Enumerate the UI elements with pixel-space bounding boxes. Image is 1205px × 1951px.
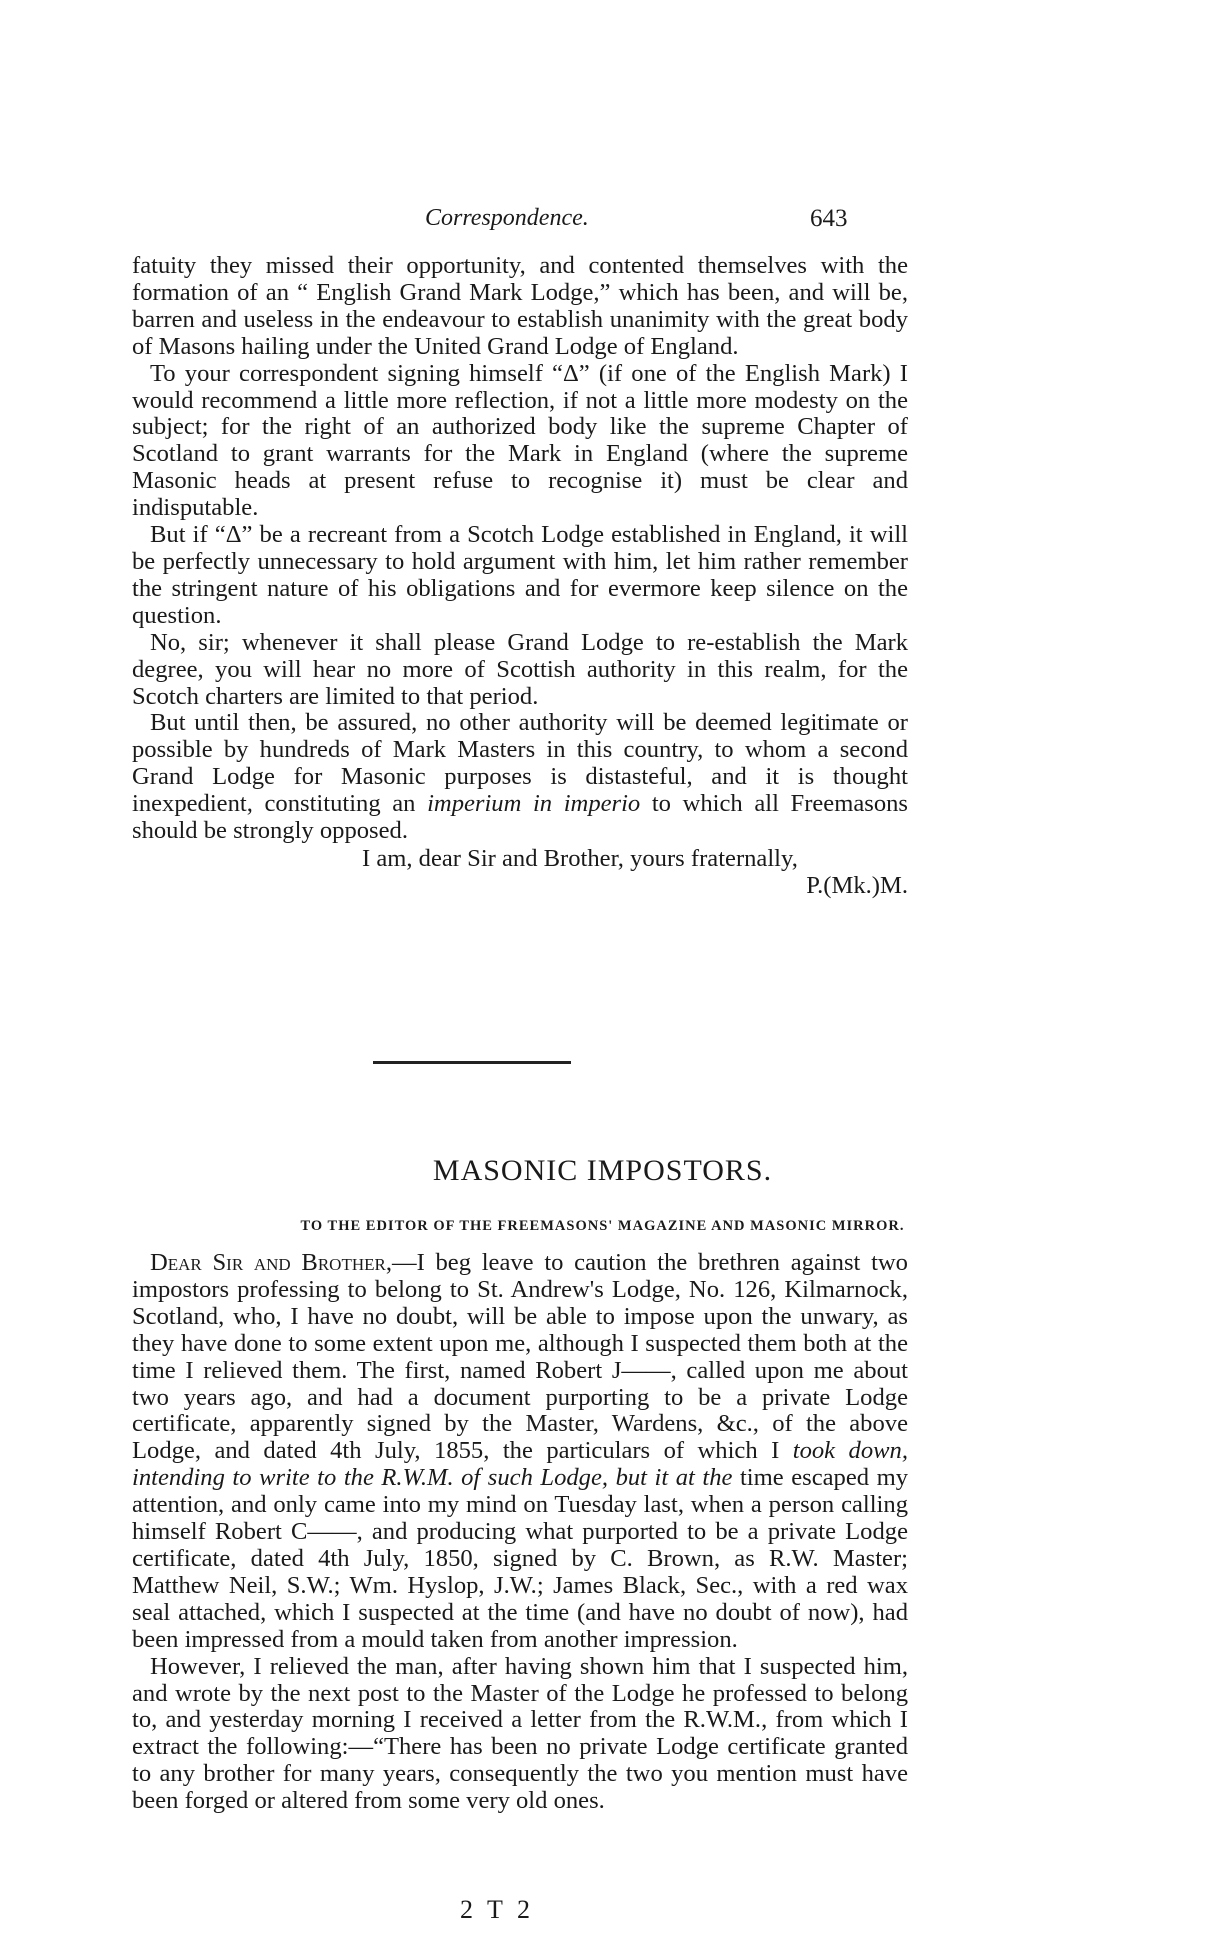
paragraph-text: time escaped my attention, and only came into my mind on Tuesday last, when a person calling himself Robert C——, and producing what purported to be a private Lodge certificate, dated 4th July, 1850, signed by C. Brown, as R.W. Master; Matthew Neil, S.W.; Wm. Hyslop, J.W.; James Black, Sec., with a red wax seal attached, which I suspected at the time (and have no doubt of now), had been impressed from a mould taken from another impression. <box>132 1464 908 1653</box>
article-paragraph <box>132 1250 908 1654</box>
letter-paragraph: No, sir; whenever it shall please Grand Lodge to re-establish the Mark degree, you will hear no more of Scottish authority in this realm, for the Scotch charters are limited to that period. <box>132 628 908 710</box>
italic-text: took down, intending to write to the R.W.M. of such Lodge, but it at the <box>132 1437 908 1492</box>
article-body <box>132 1250 908 1815</box>
page-number: 643 <box>810 205 848 232</box>
salutation: Dear Sir and Brother, <box>150 1249 392 1276</box>
paragraph-text: —I beg leave to caution the brethren against two impostors professing to belong to St. Andrew's Lodge, No. 126, Kilmarnock, Scotland, who, I have no doubt, will be able to impose upon the unwary, as they have done to some extent upon me, although I suspected them both at the time I relieved them. The first, named Robert J——, called upon me about two years ago, and had a document purporting to be a private Lodge certificate, apparently signed by the Master, Wardens, &c., of the above Lodge, and dated 4th July, 1855, the particulars of which I <box>132 1249 908 1465</box>
letter-paragraph: But if “Δ” be a recreant from a Scotch Lodge established in England, it will be perfectly unnecessary to hold argument with him, let him rather remember the stringent nature of his obligations and for evermore keep silence on the question. <box>132 521 908 629</box>
letter-paragraph <box>132 710 908 845</box>
latin-phrase: imperium in imperio <box>427 790 641 818</box>
running-title: Correspondence. <box>425 205 589 231</box>
article-paragraph: However, I relieved the man, after having shown him that I suspected him, and wrote by the next post to the Master of the Lodge he professed to belong to, and yesterday morning I received a letter from the R.W.M., from which I extract the following:—“There has been no private Lodge certificate granted to any brother for many years, consequently the two you mention must have been forged or altered from some very old ones. <box>132 1652 908 1815</box>
paragraph-text: to which all Freemasons should be strongly opposed. <box>132 790 908 845</box>
closing-line: I am, dear Sir and Brother, yours fraternally, <box>362 844 798 872</box>
page-header <box>0 205 1205 245</box>
letter-body <box>132 253 908 907</box>
letter-closing-block <box>132 845 908 907</box>
letter-paragraph: To your correspondent signing himself “Δ” (if one of the English Mark) I would recommend a little more reflection, if not a little more modesty on the subject; for the right of an authorized body like the supreme Chapter of Scotland to grant warrants for the Mark in England (where the supreme Masonic heads at present refuse to recognise it) must be clear and indisputable. <box>132 359 908 522</box>
article-title: MASONIC IMPOSTORS. <box>432 1154 773 1187</box>
letter-signature: P.(Mk.)M. <box>806 871 908 899</box>
article-subtitle: TO THE EDITOR OF THE FREEMASONS' MAGAZINE AND MASONIC MIRROR. <box>300 1218 905 1234</box>
signature-mark: 2 T 2 <box>460 1895 534 1924</box>
paragraph-text: But until then, be assured, no other authority will be deemed legitimate or possible by hundreds of Mark Masters in this country, to whom a second Grand Lodge for Masonic purposes is distasteful, and it is thought inexpedient, constituting an <box>132 709 908 818</box>
letter-paragraph: fatuity they missed their opportunity, and contented themselves with the formation of an “ English Grand Mark Lodge,” which has been, and will be, barren and useless in the endeavour to establish unanimity with the great body of Masons hailing under the United Grand Lodge of England. <box>132 252 908 360</box>
section-divider <box>373 1061 571 1064</box>
